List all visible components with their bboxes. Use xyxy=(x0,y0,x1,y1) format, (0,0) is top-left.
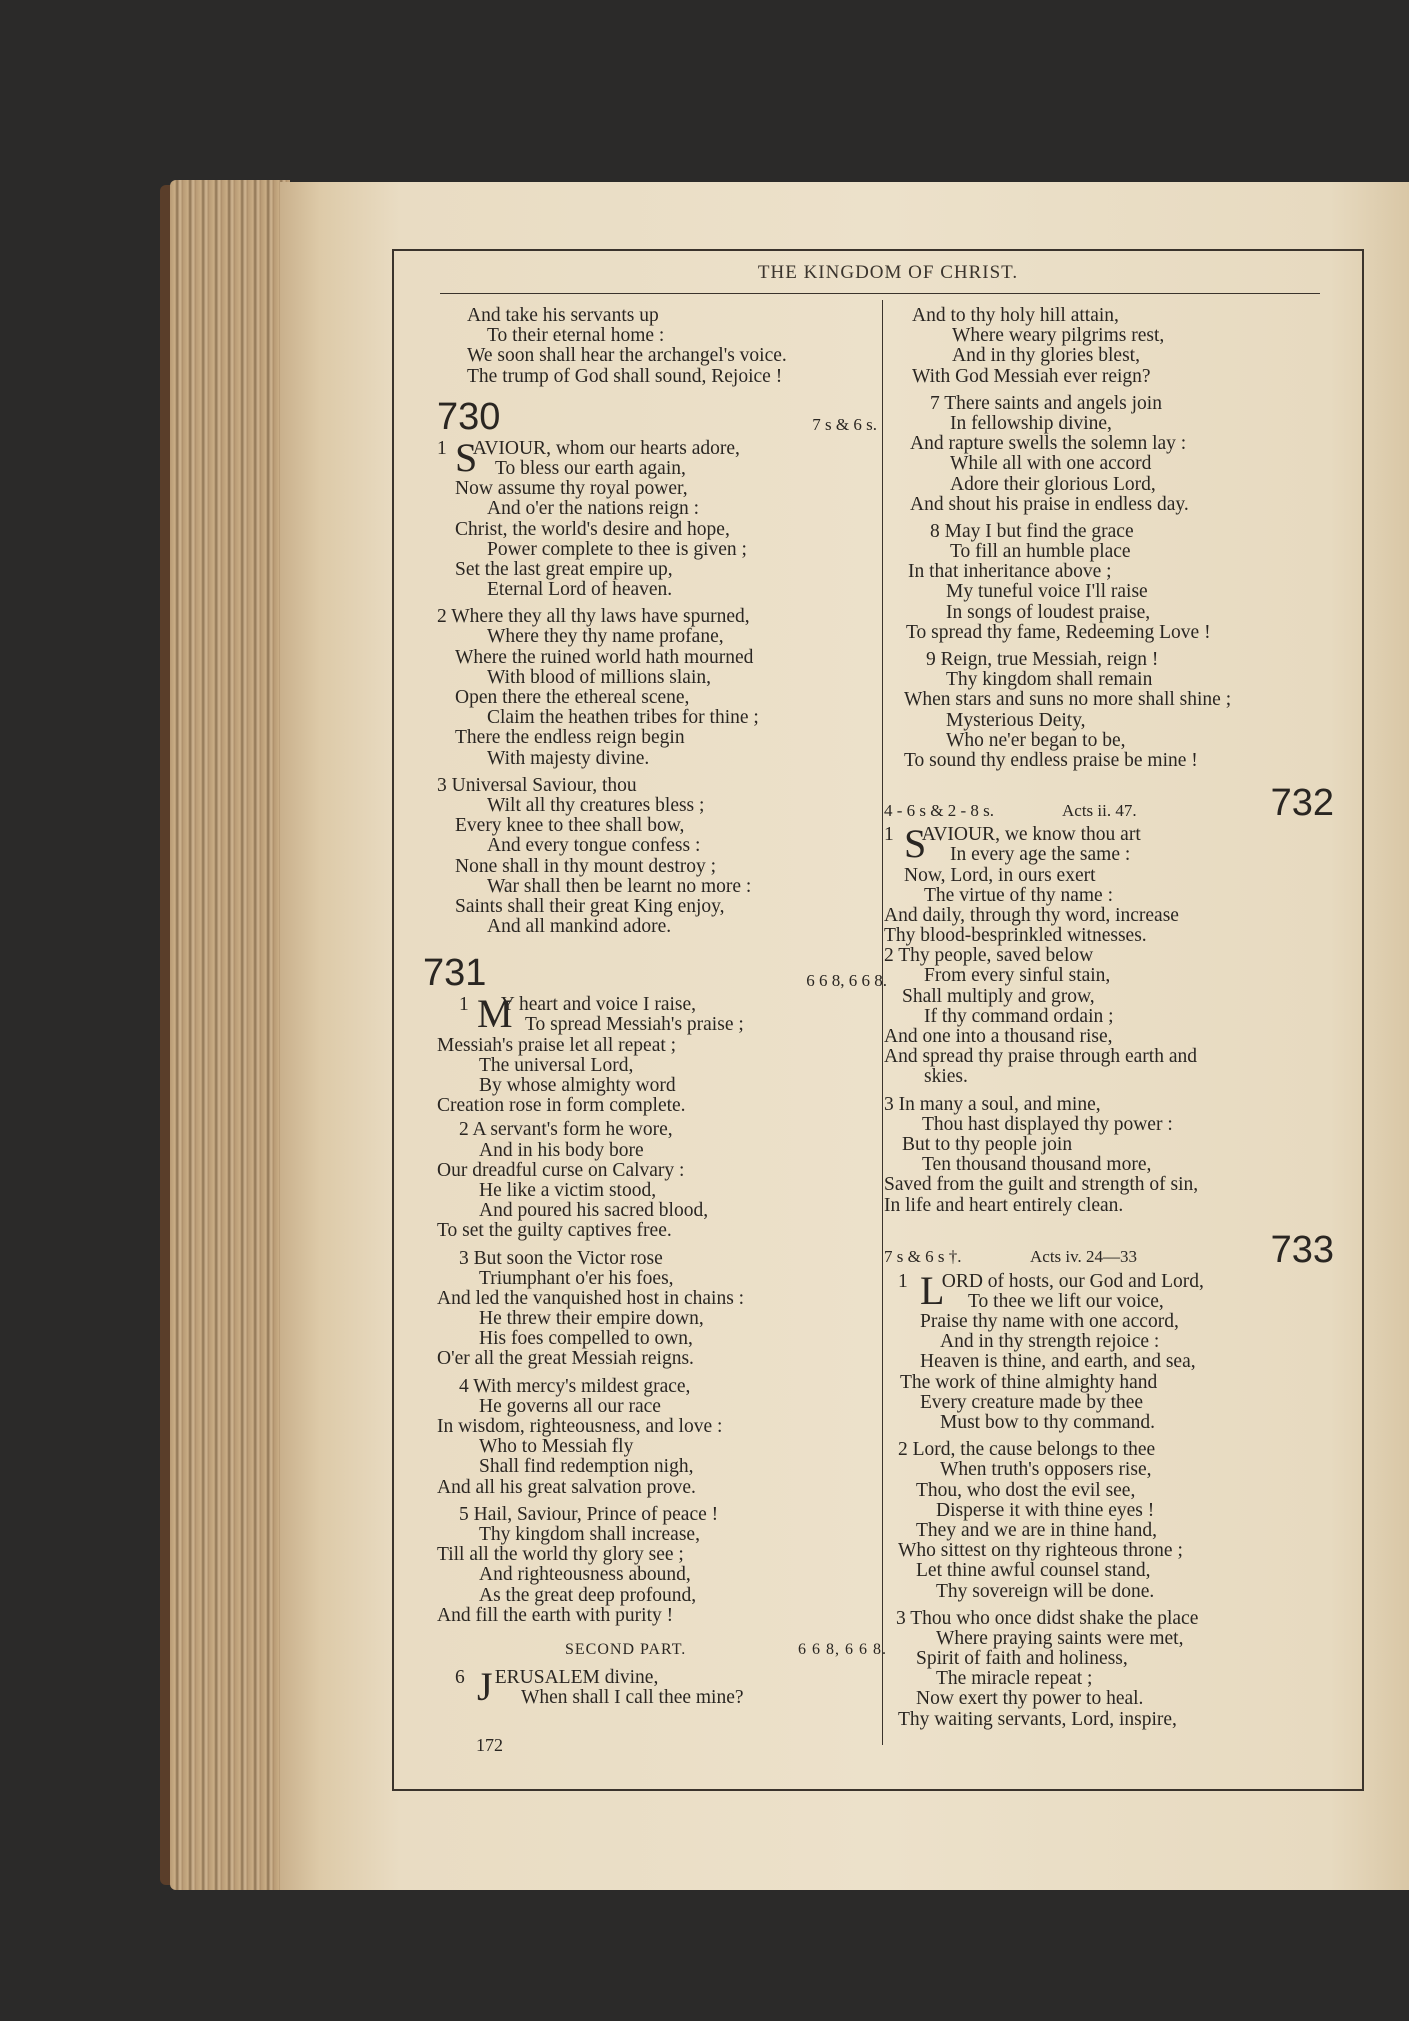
verse-number: 1 xyxy=(437,437,447,459)
line: None shall in thy mount destroy ; xyxy=(455,855,717,877)
line: 3 Universal Saviour, thou xyxy=(437,774,637,796)
hymn-730-verse-3 xyxy=(437,776,877,938)
verse-number: 6 xyxy=(455,1666,465,1688)
line: From every sinful stain, xyxy=(924,965,1111,987)
line: And fill the earth with purity ! xyxy=(437,1604,674,1626)
line: In fellowship divine, xyxy=(950,412,1112,434)
line: Where praying saints were met, xyxy=(936,1627,1184,1649)
line: Thy kingdom shall increase, xyxy=(479,1523,700,1545)
head-rule xyxy=(440,293,1320,294)
hymn-732-verse-3 xyxy=(884,1095,1334,1216)
line: As the great deep profound, xyxy=(479,1584,697,1606)
drop-cap: S xyxy=(455,434,478,480)
line: And o'er the nations reign : xyxy=(487,498,700,520)
line: Who sittest on thy righteous throne ; xyxy=(898,1540,1183,1562)
line: Thy sovereign will be done. xyxy=(936,1580,1155,1602)
line: Saints shall their great King enjoy, xyxy=(455,895,725,917)
line: In life and heart entirely clean. xyxy=(884,1194,1124,1216)
hymn-732-header xyxy=(884,781,1334,825)
line: Must bow to thy command. xyxy=(940,1412,1156,1433)
line: Disperse it with thine eyes ! xyxy=(936,1499,1155,1521)
line: War shall then be learnt no more : xyxy=(487,875,752,897)
hymn-730-header xyxy=(437,395,877,439)
line: 2 Thy people, saved below xyxy=(884,945,1094,967)
line: And daily, through thy word, increase xyxy=(884,904,1179,926)
hymn-731-verse-5 xyxy=(437,1505,877,1626)
line: Shall find redemption nigh, xyxy=(479,1456,694,1478)
line: Thy blood-besprinkled witnesses. xyxy=(884,925,1147,947)
line: Adore their glorious Lord, xyxy=(950,473,1156,495)
line: Open there the ethereal scene, xyxy=(455,687,690,708)
continued-stanza xyxy=(437,306,877,387)
line: Shall multiply and grow, xyxy=(902,985,1095,1007)
line: He like a victim stood, xyxy=(479,1179,657,1201)
drop-cap: J xyxy=(477,1663,493,1709)
second-part-heading xyxy=(437,1640,887,1662)
line: When truth's opposers rise, xyxy=(940,1459,1152,1481)
line: To spread thy fame, Redeeming Love ! xyxy=(906,621,1211,643)
line: Ten thousand thousand more, xyxy=(922,1154,1152,1176)
line: To their eternal home : xyxy=(487,325,665,347)
line: Thy waiting servants, Lord, inspire, xyxy=(898,1708,1177,1730)
line: And to thy holy hill attain, xyxy=(912,305,1119,326)
verse-9 xyxy=(884,650,1334,771)
hymn-732-verse-2 xyxy=(884,946,1334,1087)
line: With majesty divine. xyxy=(487,747,650,769)
line: AVIOUR, whom our hearts adore, xyxy=(472,437,740,459)
line: Now exert thy power to heal. xyxy=(916,1688,1144,1710)
line: Now assume thy royal power, xyxy=(455,478,688,500)
right-column xyxy=(884,306,1334,1730)
line: Thy kingdom shall remain xyxy=(946,669,1153,691)
line: Power complete to thee is given ; xyxy=(487,538,747,560)
line: To thee we lift our voice, xyxy=(968,1290,1164,1312)
hymn-number: 731 xyxy=(423,952,487,995)
scripture-reference: Acts iv. 24—33 xyxy=(1030,1247,1138,1267)
line: To set the guilty captives free. xyxy=(437,1220,672,1242)
line: Wilt all thy creatures bless ; xyxy=(487,794,705,816)
line: While all with one accord xyxy=(950,453,1152,475)
line: And every tongue confess : xyxy=(487,835,701,857)
line: And rapture swells the solemn lay : xyxy=(910,433,1187,455)
line: Spirit of faith and holiness, xyxy=(916,1648,1128,1670)
line: The universal Lord, xyxy=(479,1054,634,1076)
line: And led the vanquished host in chains : xyxy=(437,1287,745,1309)
line: Thou hast displayed thy power : xyxy=(922,1113,1173,1135)
verse-number: 1 xyxy=(898,1270,908,1292)
line: And poured his sacred blood, xyxy=(479,1200,709,1222)
line: And spread thy praise through earth and xyxy=(884,1046,1197,1068)
line: 3 In many a soul, and mine, xyxy=(884,1093,1101,1115)
drop-cap: L xyxy=(920,1267,945,1313)
line: And in thy glories blest, xyxy=(952,345,1140,367)
hymn-meter: 4 - 6 s & 2 - 8 s. xyxy=(884,800,995,820)
line: 2 Lord, the cause belongs to thee xyxy=(898,1439,1156,1461)
scripture-reference: Acts ii. 47. xyxy=(1062,800,1137,820)
line: 2 A servant's form he wore, xyxy=(459,1119,673,1141)
hymn-733-verse-3 xyxy=(884,1609,1334,1730)
line: And in his body bore xyxy=(479,1139,644,1161)
line: Our dreadful curse on Calvary : xyxy=(437,1159,685,1181)
hymn-730-verse-2 xyxy=(437,607,877,769)
line: Where the ruined world hath mourned xyxy=(455,646,754,668)
line: Messiah's praise let all repeat ; xyxy=(437,1034,677,1056)
line: Y heart and voice I raise, xyxy=(500,994,697,1016)
line: When stars and suns no more shall shine ; xyxy=(904,689,1232,711)
line: And shout his praise in endless day. xyxy=(910,493,1189,515)
drop-cap: S xyxy=(904,821,927,867)
left-column xyxy=(423,305,887,1709)
line: Let thine awful counsel stand, xyxy=(916,1560,1151,1582)
page-edges xyxy=(170,180,290,1890)
line: Creation rose in form complete. xyxy=(437,1095,686,1117)
part-meter: 6 6 8, 6 6 8. xyxy=(798,1640,887,1658)
line: Set the last great empire up, xyxy=(455,558,673,580)
line: And in thy strength rejoice : xyxy=(940,1331,1160,1353)
line: Every creature made by thee xyxy=(920,1391,1144,1413)
hymn-meter: 6 6 8, 6 6 8. xyxy=(806,971,887,991)
line: O'er all the great Messiah reigns. xyxy=(437,1348,694,1370)
line: Saved from the guilt and strength of sin, xyxy=(884,1174,1199,1196)
line: Who to Messiah fly xyxy=(479,1436,634,1458)
hymn-733-verse-2 xyxy=(884,1440,1334,1602)
line: To spread Messiah's praise ; xyxy=(525,1014,744,1036)
hymn-meter: 7 s & 6 s. xyxy=(812,414,877,434)
line: ORD of hosts, our God and Lord, xyxy=(941,1270,1204,1292)
line: They and we are in thine hand, xyxy=(916,1519,1157,1541)
line: His foes compelled to own, xyxy=(479,1328,693,1350)
line: 3 Thou who once didst shake the place xyxy=(896,1607,1199,1629)
verse-8 xyxy=(884,522,1334,643)
line: Triumphant o'er his foes, xyxy=(479,1267,674,1289)
continued-verse-6 xyxy=(884,306,1334,387)
line: The trump of God shall sound, Rejoice ! xyxy=(467,365,783,387)
line: In songs of loudest praise, xyxy=(946,601,1151,623)
hymn-731-verse-6 xyxy=(437,1663,877,1709)
hymn-730-verse-1 xyxy=(437,434,877,601)
line: Every knee to thee shall bow, xyxy=(455,815,685,837)
line: In every age the same : xyxy=(950,844,1131,866)
line: Christ, the world's desire and hope, xyxy=(455,518,730,540)
part-title: SECOND PART. xyxy=(565,1640,687,1658)
line: Eternal Lord of heaven. xyxy=(487,579,673,601)
line: Thou, who dost the evil see, xyxy=(916,1479,1136,1501)
line: He governs all our race xyxy=(479,1395,661,1417)
line: The virtue of thy name : xyxy=(924,884,1113,906)
hymn-number: 730 xyxy=(437,395,501,438)
hymn-731-verse-2 xyxy=(437,1120,877,1241)
verse-number: 1 xyxy=(459,994,469,1016)
line: We soon shall hear the archangel's voice. xyxy=(467,345,787,367)
line: With God Messiah ever reign? xyxy=(912,365,1151,387)
line: And one into a thousand rise, xyxy=(884,1026,1113,1047)
line: 7 There saints and angels join xyxy=(930,392,1162,414)
line: Mysterious Deity, xyxy=(946,709,1086,731)
line: 3 But soon the Victor rose xyxy=(459,1247,663,1269)
line: 5 Hail, Saviour, Prince of peace ! xyxy=(459,1503,719,1525)
line: Heaven is thine, and earth, and sea, xyxy=(920,1351,1196,1373)
line: In wisdom, righteousness, and love : xyxy=(437,1416,723,1437)
drop-cap: M xyxy=(477,991,513,1037)
line: My tuneful voice I'll raise xyxy=(946,581,1148,603)
line: skies. xyxy=(924,1066,968,1088)
line: When shall I call thee mine? xyxy=(521,1687,744,1709)
line: He threw their empire down, xyxy=(479,1308,704,1330)
line: Where weary pilgrims rest, xyxy=(952,325,1165,347)
line: AVIOUR, we know thou art xyxy=(921,824,1141,846)
line: The miracle repeat ; xyxy=(936,1668,1093,1690)
line: To fill an humble place xyxy=(950,541,1131,563)
line: Who ne'er began to be, xyxy=(946,729,1126,751)
line: In that inheritance above ; xyxy=(908,561,1112,583)
hymn-733-header xyxy=(884,1228,1334,1272)
hymn-meter: 7 s & 6 s †. xyxy=(884,1247,962,1267)
hymn-number: 733 xyxy=(1270,1228,1334,1271)
line: 8 May I but find the grace xyxy=(930,520,1134,542)
line: There the endless reign begin xyxy=(455,727,685,749)
line: Claim the heathen tribes for thine ; xyxy=(487,707,759,729)
line: ERUSALEM divine, xyxy=(494,1666,659,1688)
line: Till all the world thy glory see ; xyxy=(437,1544,684,1566)
line: 2 Where they all thy laws have spurned, xyxy=(437,606,750,628)
running-head: THE KINGDOM OF CHRIST. xyxy=(757,262,1019,283)
line: And righteousness abound, xyxy=(479,1564,691,1586)
line: But to thy people join xyxy=(902,1133,1073,1155)
page-number: 172 xyxy=(476,1735,503,1755)
hymn-number: 732 xyxy=(1270,782,1334,825)
line: And take his servants up xyxy=(467,305,659,326)
line: To sound thy endless praise be mine ! xyxy=(904,749,1198,771)
hymn-731-header xyxy=(423,951,887,995)
column-divider xyxy=(882,300,883,1745)
line: 4 With mercy's mildest grace, xyxy=(459,1375,691,1397)
line: The work of thine almighty hand xyxy=(900,1371,1158,1393)
verse-number: 1 xyxy=(884,824,894,846)
line: And all mankind adore. xyxy=(487,916,672,938)
hymn-731-verse-1 xyxy=(437,991,877,1117)
line: If thy command ordain ; xyxy=(924,1005,1114,1027)
line: Praise thy name with one accord, xyxy=(920,1311,1179,1333)
verse-7 xyxy=(884,394,1334,515)
line: Where they thy name profane, xyxy=(487,626,724,648)
line: By whose almighty word xyxy=(479,1075,676,1096)
line: 9 Reign, true Messiah, reign ! xyxy=(926,649,1159,670)
line: And all his great salvation prove. xyxy=(437,1476,696,1498)
line: With blood of millions slain, xyxy=(487,666,712,688)
hymn-733-verse-1 xyxy=(884,1267,1334,1434)
hymn-732-verse-1 xyxy=(884,821,1334,947)
line: To bless our earth again, xyxy=(495,457,686,479)
hymn-731-verse-3 xyxy=(437,1249,877,1370)
hymn-731-verse-4 xyxy=(437,1377,877,1498)
line: Now, Lord, in ours exert xyxy=(904,864,1096,886)
